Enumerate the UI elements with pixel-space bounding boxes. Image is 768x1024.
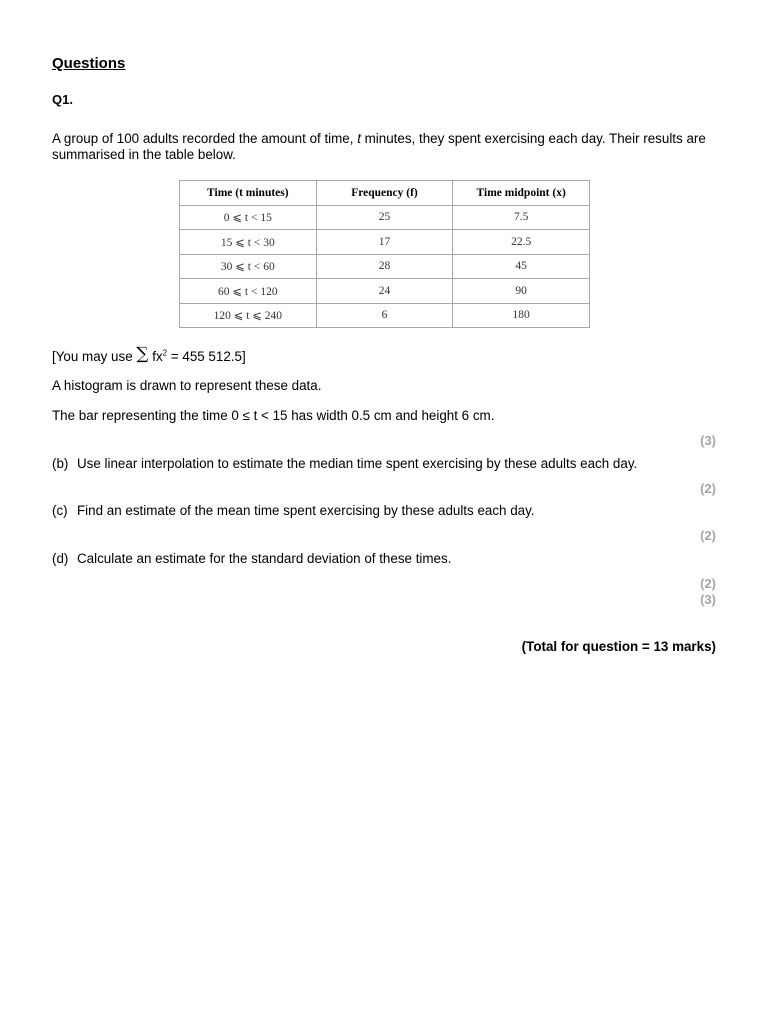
table-header-time: Time (t minutes) bbox=[180, 181, 317, 206]
table-cell-time: 120 ⩽ t ⩽ 240 bbox=[180, 303, 317, 328]
table-cell-midpoint: 22.5 bbox=[453, 230, 590, 255]
intro-text-2: minutes, they spent exercising each day. Their results are summarised in the table below. bbox=[52, 131, 706, 162]
marks-part-b: (2) bbox=[700, 481, 716, 496]
part-c bbox=[52, 503, 535, 518]
histogram-statement: A histogram is drawn to represent these data. bbox=[52, 378, 322, 393]
table-cell-midpoint: 90 bbox=[453, 279, 590, 304]
table-cell-midpoint: 7.5 bbox=[453, 205, 590, 230]
part-b-label: (b) bbox=[52, 456, 69, 471]
table-cell-midpoint: 180 bbox=[453, 303, 590, 328]
hint-prefix: [You may use bbox=[52, 349, 137, 364]
frequency-table bbox=[179, 180, 590, 328]
page-heading: Questions bbox=[52, 55, 126, 72]
table-cell-time: 30 ⩽ t < 60 bbox=[180, 254, 317, 279]
marks-part-d: (2) bbox=[700, 576, 716, 591]
table-cell-frequency: 17 bbox=[316, 230, 453, 255]
table-row bbox=[180, 205, 590, 230]
part-b bbox=[52, 456, 637, 471]
table-cell-frequency: 28 bbox=[316, 254, 453, 279]
table-cell-midpoint: 45 bbox=[453, 254, 590, 279]
hint-suffix: = 455 512.5] bbox=[167, 349, 246, 364]
part-b-text: Use linear interpolation to estimate the median time spent exercising by these adults each day. bbox=[77, 456, 638, 471]
table-header-row bbox=[180, 181, 590, 206]
part-d-text: Calculate an estimate for the standard deviation of these times. bbox=[77, 551, 452, 566]
table-row bbox=[180, 303, 590, 328]
bar-statement: The bar representing the time 0 ≤ t < 15 has width 0.5 cm and height 6 cm. bbox=[52, 408, 495, 423]
question-number: Q1. bbox=[52, 92, 73, 107]
part-d-label: (d) bbox=[52, 551, 69, 566]
intro-text-1: A group of 100 adults recorded the amount of time, bbox=[52, 131, 358, 146]
marks-part-c: (2) bbox=[700, 528, 716, 543]
part-c-text: Find an estimate of the mean time spent exercising by these adults each day. bbox=[77, 503, 535, 518]
question-intro bbox=[52, 131, 712, 163]
total-marks: (Total for question = 13 marks) bbox=[521, 639, 716, 654]
formula-hint bbox=[52, 346, 246, 366]
table-cell-time: 0 ⩽ t < 15 bbox=[180, 205, 317, 230]
part-d bbox=[52, 551, 451, 566]
table-cell-time: 60 ⩽ t < 120 bbox=[180, 279, 317, 304]
marks-part-a: (3) bbox=[700, 433, 716, 448]
intro-variable: t bbox=[357, 131, 361, 146]
hint-fx: fx bbox=[148, 349, 163, 364]
table-header-midpoint: Time midpoint (x) bbox=[453, 181, 590, 206]
table-cell-time: 15 ⩽ t < 30 bbox=[180, 230, 317, 255]
table-cell-frequency: 25 bbox=[316, 205, 453, 230]
hint-superscript: 2 bbox=[162, 348, 168, 358]
sigma-symbol: ∑ bbox=[136, 344, 149, 364]
part-c-label: (c) bbox=[52, 503, 68, 518]
table-row bbox=[180, 230, 590, 255]
table-cell-frequency: 24 bbox=[316, 279, 453, 304]
table-header-frequency: Frequency (f) bbox=[316, 181, 453, 206]
table-row bbox=[180, 279, 590, 304]
table-cell-frequency: 6 bbox=[316, 303, 453, 328]
table-row bbox=[180, 254, 590, 279]
marks-part-e: (3) bbox=[700, 592, 716, 607]
